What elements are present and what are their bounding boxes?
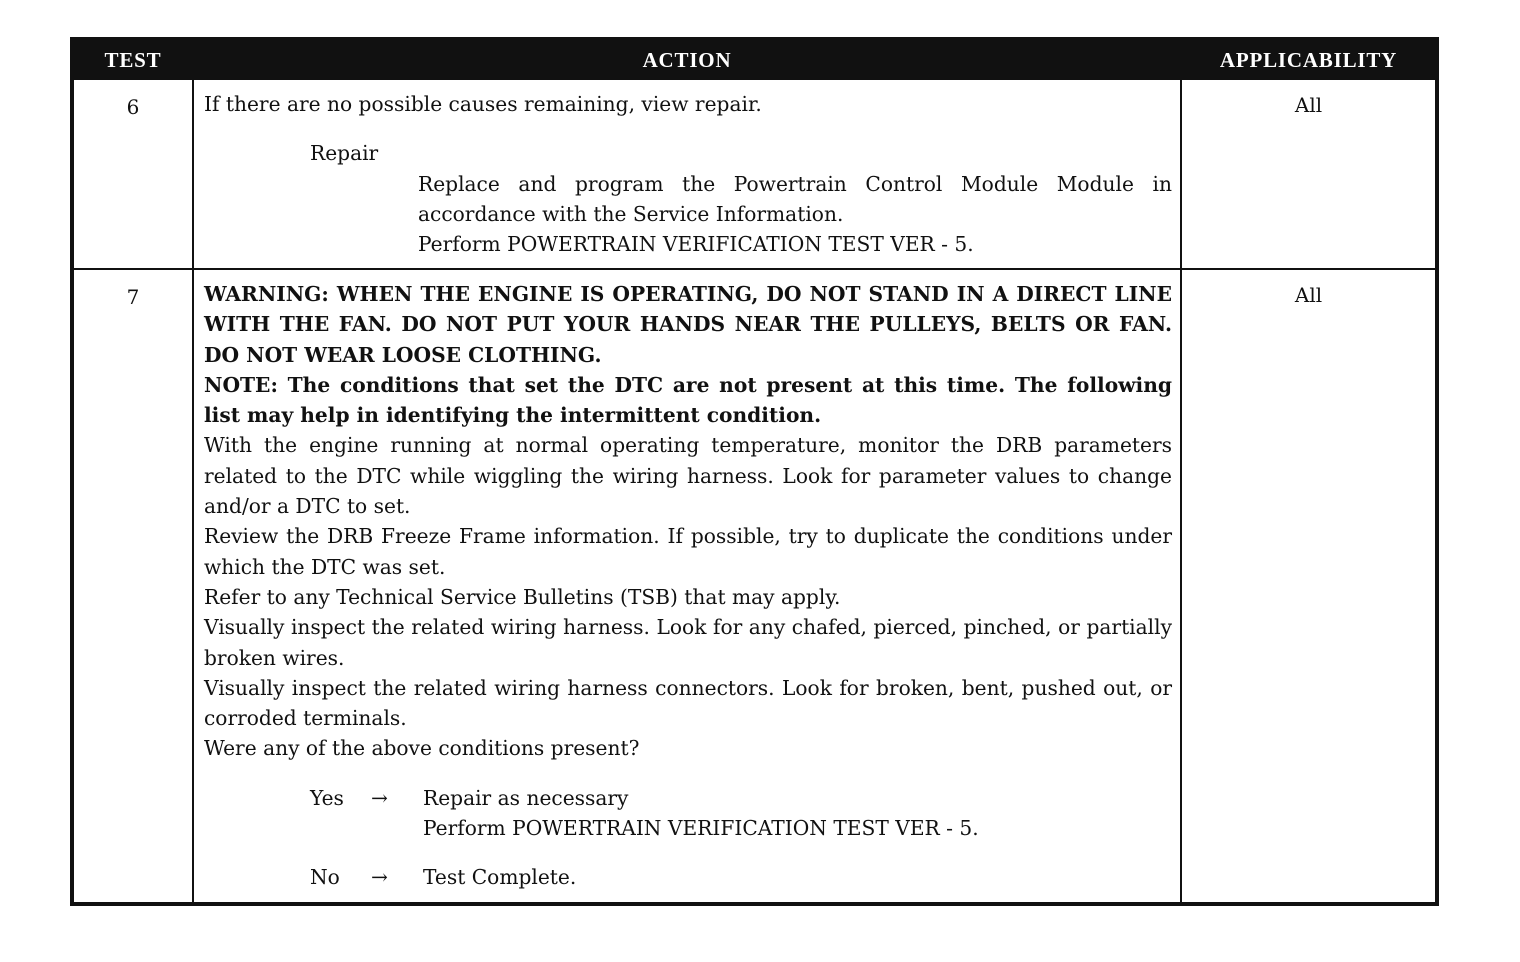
note-text: NOTE: The conditions that set the DTC are not present at this time. The following list may help in identifying the intermittent condition.	[204, 372, 1172, 428]
header-test: TEST	[72, 39, 193, 79]
question-text: Were any of the above conditions present?	[204, 736, 640, 761]
repair-label: Repair	[310, 141, 379, 166]
yes-action-line: Repair as necessary	[423, 785, 629, 810]
step-tsb: Refer to any Technical Service Bulletins (TSB) that may apply.	[204, 584, 841, 609]
yes-branch	[204, 783, 1172, 844]
yes-actions	[423, 783, 1172, 844]
no-action-line: Test Complete.	[423, 865, 577, 890]
test-number: 7	[72, 269, 193, 904]
no-label: No	[310, 865, 340, 890]
table-header-row	[72, 39, 1437, 79]
action-intro: If there are no possible causes remaining, view repair.	[204, 92, 762, 116]
step-monitor-parameters: With the engine running at normal operating temperature, monitor the DRB parameters related to the DTC while wiggling the wiring harness. Look for parameter values to change and/or a DTC to set.	[204, 433, 1172, 519]
yes-action-line: Perform POWERTRAIN VERIFICATION TEST VER - 5.	[423, 816, 979, 841]
step-inspect-harness: Visually inspect the related wiring harness. Look for any chafed, pierced, pinched, or partially broken wires.	[204, 615, 1172, 670]
right-arrow-icon: →	[371, 785, 388, 810]
header-action: ACTION	[193, 39, 1181, 79]
right-arrow-icon: →	[371, 865, 388, 890]
step-inspect-connectors: Visually inspect the related wiring harness connectors. Look for broken, bent, pushed out, or corroded terminals.	[204, 675, 1172, 731]
test-number: 6	[72, 79, 193, 269]
table-row	[72, 269, 1437, 904]
action-cell	[193, 79, 1181, 269]
step-freeze-frame: Review the DRB Freeze Frame information. If possible, try to duplicate the conditions under which the DTC was set.	[204, 524, 1172, 579]
table-row	[72, 79, 1437, 269]
applicability-value: All	[1181, 79, 1437, 269]
repair-instruction: Replace and program the Powertrain Control Module Module in accordance with the Service Information.	[418, 171, 1172, 226]
yes-label: Yes	[310, 785, 344, 810]
no-branch	[204, 862, 1172, 892]
applicability-value: All	[1181, 269, 1437, 904]
no-actions	[423, 862, 1172, 892]
repair-verification: Perform POWERTRAIN VERIFICATION TEST VER - 5.	[418, 232, 974, 257]
diagnostic-procedure-table	[70, 37, 1439, 906]
header-applicability: APPLICABILITY	[1181, 39, 1437, 79]
action-cell	[193, 269, 1181, 904]
warning-text: WARNING: WHEN THE ENGINE IS OPERATING, DO NOT STAND IN A DIRECT LINE WITH THE FAN. DO NOT PUT YOUR HANDS NEAR THE PULLEYS, BELTS OR FAN. DO NOT WEAR LOOSE CLOTHING.	[204, 282, 1172, 367]
